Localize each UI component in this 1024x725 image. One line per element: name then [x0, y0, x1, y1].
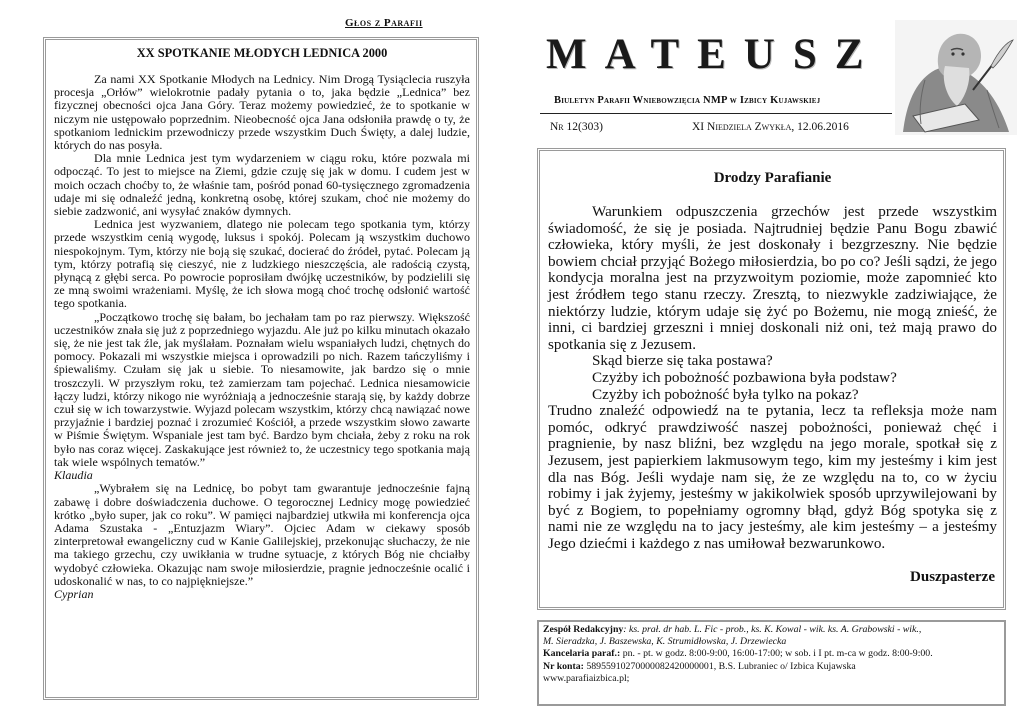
office-label: Kancelaria paraf.: [543, 648, 621, 660]
office-hours: pn. - pt. w godz. 8:00-9:00, 16:00-17:00; w sob. i I pt. m-ca w godz. 8:00-9:00. [620, 648, 933, 660]
account-number: 58955910270000082420000001, B.S. Lubraniec o/ Izbica Kujawska [583, 660, 856, 672]
letter-question: Czyżby ich pobożność pozbawiona była podstaw? [592, 368, 897, 386]
letter-title: Drodzy Parafianie [713, 170, 832, 186]
article-body [54, 73, 470, 601]
article-signature: Klaudia [54, 468, 93, 483]
article-paragraph: „Początkowo trochę się bałam, bo jechałam tam po raz pierwszy. Większość uczestników znała się już z poprzedniego wyjazdu. Ale już po kilku minutach okazało się, że nie jest tak źle, jak myślałam. Poznałam wielu wspaniałych ludzi, chętnych do pomocy. Pokazali mi wszystkie miejsca i oprowadzili po nich. Razem tańczyliśmy i śpiewaliśmy. Czułam się jak u siebie. To niesamowite, jak bardzo się o mnie troszczyli. W przyszłym roku, też zamierzam tam pojechać. Lednica niesamowicie łączy ludzi, którzy nikogo nie wyróżniają a jednocześnie starają się, by każdy dobrze czuł się w ich towarzystwie. Wyjazd polecam wszystkim, którzy chcą nawiązać nowe przyjaźnie i bardziej poznać i zrozumieć Kościół, a przede wszystkim słowo zawarte w Piśmie Świętym. Wspaniale jest tam być. Bardzo bym chciała, żeby z roku na rok było nas coraz więcej. Zaskakujące jest również to, że uczestnicy tego spotkania mają tak wiele wspólnych tematów.” [54, 309, 470, 469]
issue-date: XI Niedziela Zwykła, 12.06.2016 [692, 121, 849, 133]
issue-number: Nr 12(303) [550, 121, 603, 133]
masthead-divider [540, 113, 892, 114]
article-title: XX SPOTKANIE MŁODYCH LEDNICA 2000 [136, 46, 388, 60]
letter-signature: Duszpasterze [910, 569, 995, 585]
lednica-article [43, 37, 479, 700]
article-paragraph: Za nami XX Spotkanie Młodych na Lednicy. Nim Drogą Tysiąclecia ruszyła procesja „Orłów” wielokrotnie padały pytania o to, jaka będzie „Lednica” bez fizycznej obecności ojca Jana Góry. Teraz możemy powiedzieć, że to spotkanie w niczym nie ustępowało poprzednim. Nieobecność ojca Jana odsłoniła prawdę o ty, że spotkaniom lednickim przewodniczy przede wszystkim Duch Święty, a dalej ludzie, których do nas posyła. [54, 72, 470, 153]
article-paragraph: Lednica jest wyzwaniem, dlatego nie polecam tego spotkania tym, którzy przede wszystkim cenią wygodę, luksus i spokój. Polecam ją wszystkim duchowo niespokojnym. Tym, którzy nie boją się szukać, docierać do źródeł, pytać. Polecam ją tym, którzy potrafią się cieszyć, nie z ludzkiego nieszczęścia, ale radością czystą, płynącą z głębi serca. Po powrocie poprosiłam dwójkę uczestników, by podzielili się ze mną swoimi wrażeniami. Myślę, że ich słowa mogą choć trochę odsłonić wartość tego spotkania. [54, 217, 470, 311]
letter-paragraph: Warunkiem odpuszczenia grzechów jest przede wszystkim świadomość, że się je posiada. Najtrudniej będzie Panu Bogu zbawić człowieka, który myśli, że jest doskonały i bezgrzeszny. Nie będzie bowiem chciał przyjąć Bożego miłosierdzia, bo po co? Jeśli sądzi, że jego kondycja moralna jest na przyzwoitym poziomie, może zapomnieć kto jest źródłem tego stanu rzeczy. Zresztą, to niezwykle zadziwiające, że niektórzy ludzie, którym udaje się żyć po Bożemu, nie mogą znieść, że inni, ci bardziej grzeszni i mniej doskonali niż oni, też mają prawo do spotkania się z Jezusem. [548, 203, 997, 353]
pastoral-letter [537, 148, 1006, 610]
editorial-members-continued: M. Sieradzka, J. Baszewska, K. Strumidłowska, J. Drzewiecka [543, 636, 787, 648]
editorial-members: : ks. prał. dr hab. L. Fic - prob., ks. K. Kowal - wik. ks. A. Grabowski - wik., [623, 624, 922, 635]
newsletter-subtitle: Biuletyn Parafii Wniebowzięcia NMP w Izbicy Kujawskiej [554, 95, 821, 106]
editorial-footer [537, 620, 1006, 706]
saint-matthew-portrait-icon [895, 20, 1017, 135]
article-paragraph: Dla mnie Lednica jest tym wydarzeniem w ciągu roku, które pozwala mi odpocząć. To jest to miejsce na Ziemi, gdzie czuję się jak w domu. I cudem jest w moich oczach choćby to, że właśnie tam, pośród ponad 60-tysięcznego zgromadzenia udaje mi się odnaleźć jedną, konkretną osobę, której szukam, choć nie możemy do siebie zadzwonić, ani wysyłać znaków dymnych. [54, 151, 470, 219]
article-paragraph: „Wybrałem się na Lednicę, bo pobyt tam gwarantuje jednocześnie fajną zabawę i dobre doświadczenia duchowe. O tegorocznej Lednicy mogę powiedzieć krótko „było super, jak co roku”. W pamięci najbardziej utkwiła mi konferencja ojca Adama Szustaka - „Entuzjazm Wiary”. Ojciec Adam w ciekawy sposób zinterpretował ewangeliczny cud w Kanie Galilejskiej, przekonując słuchaczy, że nie ma takiego grzechu, czy uwikłania w trudne sytuacje, z których Bóg nie chciałby wydobyć człowieka. Okazując nam swoje miłosierdzie, pragnie jednocześnie ocalić i udoskonalić w nas, to co najpiękniejsze.” [54, 481, 470, 588]
letter-paragraph: Trudno znaleźć odpowiedź na te pytania, lecz ta refleksja może nam pomóc, odkryć prawdziwość naszej pobożności, ponieważ chęć i pragnienie, by nasz bliźni, bez względu na jego morale, spotkał się z Jezusem, jest papierkiem lakmusowym tego, kim my jesteśmy i kim jest dla nas Bóg. Jeśli wydaje nam się, że ze względu na to, co w życiu robimy i jak żyjemy, jesteśmy w jakikolwiek sposób uprzywilejowani by być z Bogiem, to popełniamy ogromny błąd, gdyż Bóg spotyka się z nami nie ze względu na to jacy jesteśmy, ale kim jesteśmy – a jesteśmy Jego dziećmi i każdego z nas umiłował bezwarunkowo. [548, 402, 997, 552]
letter-question: Czyżby ich pobożność była tylko na pokaz? [592, 385, 859, 403]
account-label: Nr konta: [543, 660, 584, 672]
letter-question: Skąd bierze się taka postawa? [592, 352, 773, 370]
website-link[interactable]: www.parafiaizbica.pl; [543, 672, 630, 684]
editorial-label: Zespół Redakcyjny [543, 624, 624, 635]
newsletter-title: MATEUSZ [546, 31, 882, 78]
letter-body [548, 204, 997, 552]
article-signature: Cyprian [54, 586, 94, 601]
section-header: Głos z Parafii [345, 17, 423, 29]
